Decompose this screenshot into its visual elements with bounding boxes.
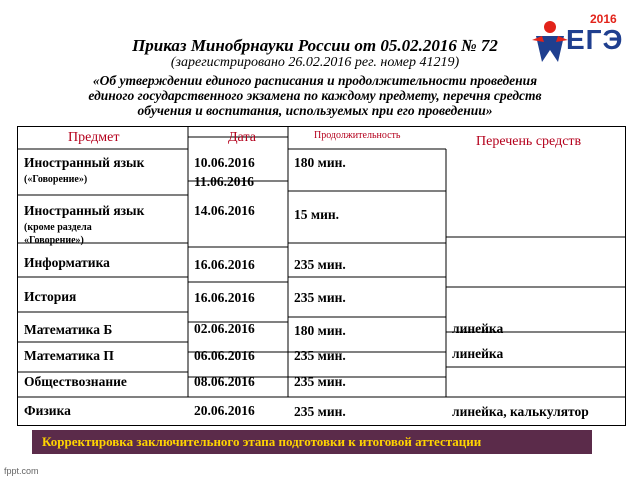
header-subject: Предмет	[68, 130, 120, 145]
duration-cell: 180 мин.	[294, 155, 346, 170]
subject-note: (кроме раздела	[24, 222, 92, 233]
duration-cell: 235 мин.	[294, 290, 346, 305]
ege-logo	[532, 12, 632, 68]
date-cell: 14.06.2016	[194, 203, 255, 218]
graduate-figure-icon	[532, 20, 568, 64]
duration-cell: 235 мин.	[294, 404, 346, 419]
description-line: единого государственного экзамена по каждому предмету, перечня средств	[88, 88, 542, 103]
subject-cell: Обществознание	[24, 374, 127, 389]
order-description	[20, 73, 610, 118]
date-cell: 10.06.2016	[194, 155, 255, 170]
date-cell: 06.06.2016	[194, 348, 255, 363]
date-cell: 16.06.2016	[194, 257, 255, 272]
date-cell: 16.06.2016	[194, 290, 255, 305]
header	[20, 36, 610, 118]
exam-schedule-table	[17, 126, 626, 426]
duration-cell: 180 мин.	[294, 323, 346, 338]
tools-cell: линейка	[452, 346, 504, 361]
header-tools: Перечень средств	[476, 134, 582, 149]
site-watermark: fppt.com	[4, 466, 39, 476]
date-cell: 11.06.2016	[194, 174, 255, 189]
date-cell: 20.06.2016	[194, 403, 255, 418]
subject-cell: Информатика	[24, 255, 110, 270]
order-title: Приказ Минобрнауки России от 05.02.2016 № 72	[132, 36, 498, 55]
date-cell: 08.06.2016	[194, 374, 255, 389]
date-cell: 02.06.2016	[194, 321, 255, 336]
duration-cell: 235 мин.	[294, 348, 346, 363]
subject-note: («Говорение»)	[24, 174, 88, 185]
tools-cell: линейка, калькулятор	[452, 404, 589, 419]
duration-cell: 235 мин.	[294, 257, 346, 272]
tools-cell: линейка	[452, 321, 504, 336]
bottom-banner: Корректировка заключительного этапа подготовки к итоговой аттестации	[32, 430, 592, 454]
subject-cell: История	[24, 289, 77, 304]
logo-text: ЕГЭ	[566, 24, 624, 55]
duration-cell: 235 мин.	[294, 374, 346, 389]
subject-cell: Математика Б	[24, 322, 113, 337]
subject-cell: Иностранный язык	[24, 203, 145, 218]
subject-cell: Физика	[24, 403, 71, 418]
header-date: Дата	[228, 130, 256, 145]
description-line: обучения и воспитания, используемых при его проведении»	[137, 103, 493, 118]
registration-note: (зарегистрировано 26.02.2016 рег. номер 41219)	[170, 55, 460, 70]
duration-cell: 15 мин.	[294, 207, 340, 222]
description-line: «Об утверждении единого расписания и продолжительности проведения	[92, 73, 538, 88]
subject-cell: Математика П	[24, 348, 114, 363]
logo-year: 2016	[590, 12, 617, 26]
header-duration: Продолжительность	[314, 130, 401, 141]
subject-note: «Говорение»)	[24, 235, 84, 246]
subject-cell: Иностранный язык	[24, 155, 145, 170]
